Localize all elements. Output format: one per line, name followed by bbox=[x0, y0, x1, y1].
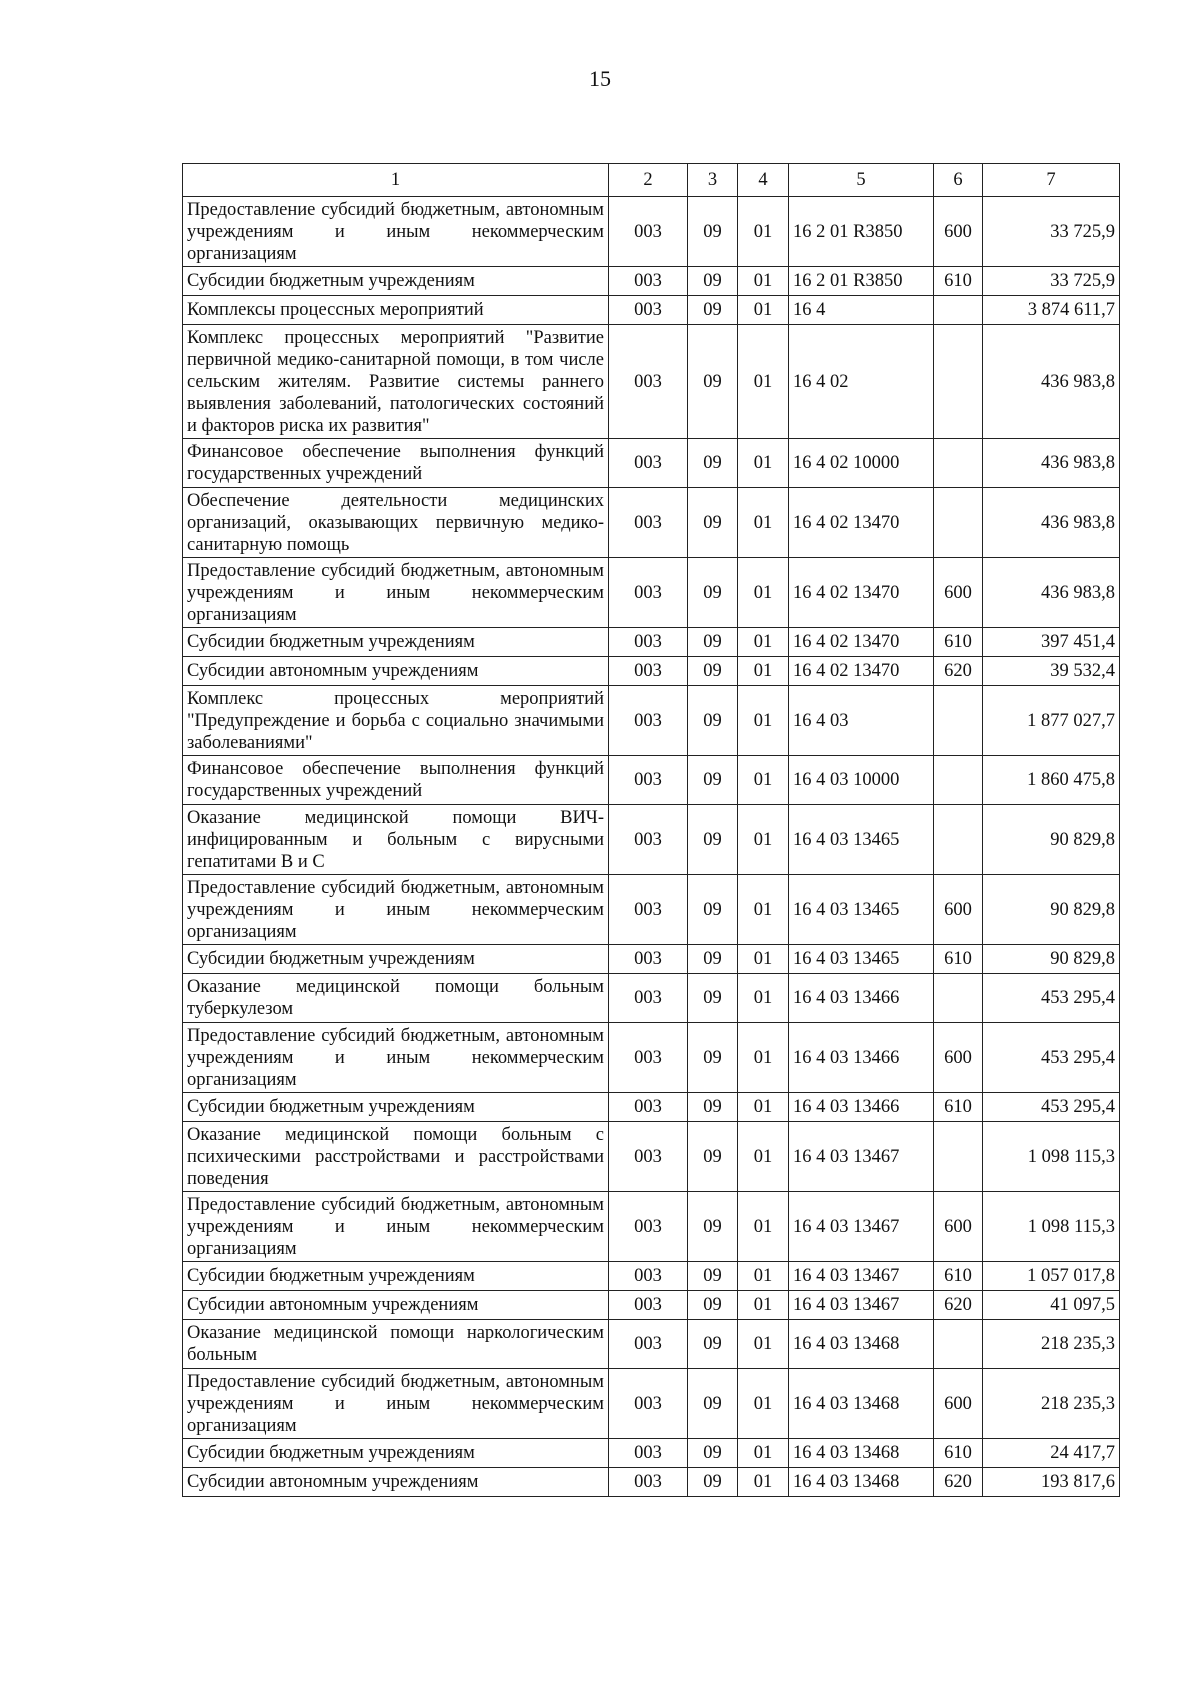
amount-cell: 3 874 611,7 bbox=[983, 296, 1120, 325]
amount-cell: 1 860 475,8 bbox=[983, 756, 1120, 805]
column-header: 4 bbox=[738, 164, 789, 197]
subsection-code-cell: 01 bbox=[738, 1439, 789, 1468]
column-header: 2 bbox=[609, 164, 688, 197]
admin-code-cell: 003 bbox=[609, 875, 688, 945]
row-name-cell: Субсидии бюджетным учреждениям bbox=[183, 628, 609, 657]
row-name-cell: Комплекс процессных мероприятий "Предупреждение и борьба с социально значимыми заболеваниями" bbox=[183, 686, 609, 756]
row-name-cell: Оказание медицинской помощи больным туберкулезом bbox=[183, 974, 609, 1023]
subsection-code-cell: 01 bbox=[738, 1093, 789, 1122]
section-code-cell: 09 bbox=[688, 1023, 738, 1093]
subsection-code-cell: 01 bbox=[738, 1262, 789, 1291]
admin-code-cell: 003 bbox=[609, 1291, 688, 1320]
table-row bbox=[183, 267, 1120, 296]
expense-type-cell bbox=[934, 1320, 983, 1369]
admin-code-cell: 003 bbox=[609, 628, 688, 657]
expense-type-cell: 610 bbox=[934, 1093, 983, 1122]
subsection-code-cell: 01 bbox=[738, 657, 789, 686]
admin-code-cell: 003 bbox=[609, 1122, 688, 1192]
row-name-cell: Оказание медицинской помощи наркологическим больным bbox=[183, 1320, 609, 1369]
admin-code-cell: 003 bbox=[609, 197, 688, 267]
expense-type-cell: 620 bbox=[934, 1468, 983, 1497]
amount-cell: 90 829,8 bbox=[983, 875, 1120, 945]
amount-cell: 193 817,6 bbox=[983, 1468, 1120, 1497]
row-name-cell: Субсидии автономным учреждениям bbox=[183, 1291, 609, 1320]
amount-cell: 397 451,4 bbox=[983, 628, 1120, 657]
subsection-code-cell: 01 bbox=[738, 267, 789, 296]
expense-type-cell: 610 bbox=[934, 945, 983, 974]
section-code-cell: 09 bbox=[688, 1291, 738, 1320]
section-code-cell: 09 bbox=[688, 558, 738, 628]
subsection-code-cell: 01 bbox=[738, 558, 789, 628]
budget-table bbox=[182, 163, 1120, 1497]
section-code-cell: 09 bbox=[688, 1192, 738, 1262]
admin-code-cell: 003 bbox=[609, 805, 688, 875]
target-article-cell: 16 4 03 bbox=[789, 686, 934, 756]
section-code-cell: 09 bbox=[688, 1439, 738, 1468]
subsection-code-cell: 01 bbox=[738, 686, 789, 756]
target-article-cell: 16 4 03 13466 bbox=[789, 1093, 934, 1122]
subsection-code-cell: 01 bbox=[738, 1122, 789, 1192]
target-article-cell: 16 4 bbox=[789, 296, 934, 325]
table-row bbox=[183, 1122, 1120, 1192]
subsection-code-cell: 01 bbox=[738, 1291, 789, 1320]
table-row bbox=[183, 1369, 1120, 1439]
section-code-cell: 09 bbox=[688, 1369, 738, 1439]
subsection-code-cell: 01 bbox=[738, 945, 789, 974]
target-article-cell: 16 4 02 13470 bbox=[789, 488, 934, 558]
subsection-code-cell: 01 bbox=[738, 197, 789, 267]
amount-cell: 41 097,5 bbox=[983, 1291, 1120, 1320]
admin-code-cell: 003 bbox=[609, 1192, 688, 1262]
subsection-code-cell: 01 bbox=[738, 875, 789, 945]
amount-cell: 453 295,4 bbox=[983, 1023, 1120, 1093]
row-name-cell: Субсидии бюджетным учреждениям bbox=[183, 1439, 609, 1468]
admin-code-cell: 003 bbox=[609, 1023, 688, 1093]
table-row bbox=[183, 1291, 1120, 1320]
row-name-cell: Субсидии бюджетным учреждениям bbox=[183, 267, 609, 296]
table-row bbox=[183, 1262, 1120, 1291]
expense-type-cell: 610 bbox=[934, 1439, 983, 1468]
target-article-cell: 16 4 03 13468 bbox=[789, 1468, 934, 1497]
table-row bbox=[183, 875, 1120, 945]
target-article-cell: 16 4 03 13467 bbox=[789, 1122, 934, 1192]
target-article-cell: 16 4 03 13467 bbox=[789, 1192, 934, 1262]
section-code-cell: 09 bbox=[688, 267, 738, 296]
expense-type-cell: 620 bbox=[934, 657, 983, 686]
amount-cell: 1 098 115,3 bbox=[983, 1192, 1120, 1262]
subsection-code-cell: 01 bbox=[738, 488, 789, 558]
subsection-code-cell: 01 bbox=[738, 325, 789, 439]
admin-code-cell: 003 bbox=[609, 296, 688, 325]
amount-cell: 453 295,4 bbox=[983, 1093, 1120, 1122]
expense-type-cell: 600 bbox=[934, 1369, 983, 1439]
row-name-cell: Комплекс процессных мероприятий "Развитие первичной медико-санитарной помощи, в том числе сельским жителям. Развитие системы раннего выявления заболеваний, патологических состояний и факторов риска их развития" bbox=[183, 325, 609, 439]
amount-cell: 218 235,3 bbox=[983, 1320, 1120, 1369]
admin-code-cell: 003 bbox=[609, 558, 688, 628]
admin-code-cell: 003 bbox=[609, 1468, 688, 1497]
expense-type-cell: 600 bbox=[934, 197, 983, 267]
expense-type-cell: 620 bbox=[934, 1291, 983, 1320]
admin-code-cell: 003 bbox=[609, 657, 688, 686]
section-code-cell: 09 bbox=[688, 1320, 738, 1369]
row-name-cell: Предоставление субсидий бюджетным, автономным учреждениям и иным некоммерческим организациям bbox=[183, 1369, 609, 1439]
amount-cell: 436 983,8 bbox=[983, 325, 1120, 439]
subsection-code-cell: 01 bbox=[738, 296, 789, 325]
section-code-cell: 09 bbox=[688, 1122, 738, 1192]
target-article-cell: 16 4 03 13468 bbox=[789, 1320, 934, 1369]
row-name-cell: Субсидии бюджетным учреждениям bbox=[183, 945, 609, 974]
table-header-row bbox=[183, 164, 1120, 197]
row-name-cell: Комплексы процессных мероприятий bbox=[183, 296, 609, 325]
table-row bbox=[183, 686, 1120, 756]
amount-cell: 453 295,4 bbox=[983, 974, 1120, 1023]
subsection-code-cell: 01 bbox=[738, 805, 789, 875]
subsection-code-cell: 01 bbox=[738, 1192, 789, 1262]
amount-cell: 33 725,9 bbox=[983, 267, 1120, 296]
section-code-cell: 09 bbox=[688, 657, 738, 686]
section-code-cell: 09 bbox=[688, 488, 738, 558]
expense-type-cell bbox=[934, 488, 983, 558]
target-article-cell: 16 4 03 13465 bbox=[789, 805, 934, 875]
page-number: 15 bbox=[589, 66, 611, 91]
admin-code-cell: 003 bbox=[609, 945, 688, 974]
expense-type-cell: 600 bbox=[934, 558, 983, 628]
table-row bbox=[183, 974, 1120, 1023]
row-name-cell: Оказание медицинской помощи больным с психическими расстройствами и расстройствами поведения bbox=[183, 1122, 609, 1192]
target-article-cell: 16 4 03 13465 bbox=[789, 875, 934, 945]
table-row bbox=[183, 439, 1120, 488]
table-row bbox=[183, 1439, 1120, 1468]
admin-code-cell: 003 bbox=[609, 1369, 688, 1439]
expense-type-cell bbox=[934, 756, 983, 805]
section-code-cell: 09 bbox=[688, 686, 738, 756]
row-name-cell: Предоставление субсидий бюджетным, автономным учреждениям и иным некоммерческим организациям bbox=[183, 558, 609, 628]
amount-cell: 436 983,8 bbox=[983, 488, 1120, 558]
expense-type-cell: 610 bbox=[934, 267, 983, 296]
target-article-cell: 16 4 03 13466 bbox=[789, 974, 934, 1023]
subsection-code-cell: 01 bbox=[738, 628, 789, 657]
table-row bbox=[183, 488, 1120, 558]
expense-type-cell bbox=[934, 686, 983, 756]
column-header: 7 bbox=[983, 164, 1120, 197]
expense-type-cell: 600 bbox=[934, 1023, 983, 1093]
amount-cell: 1 057 017,8 bbox=[983, 1262, 1120, 1291]
row-name-cell: Субсидии бюджетным учреждениям bbox=[183, 1262, 609, 1291]
column-header: 5 bbox=[789, 164, 934, 197]
amount-cell: 1 098 115,3 bbox=[983, 1122, 1120, 1192]
table-row bbox=[183, 1468, 1120, 1497]
table-row bbox=[183, 657, 1120, 686]
target-article-cell: 16 4 02 13470 bbox=[789, 657, 934, 686]
section-code-cell: 09 bbox=[688, 628, 738, 657]
target-article-cell: 16 4 03 13468 bbox=[789, 1369, 934, 1439]
table-row bbox=[183, 558, 1120, 628]
table-row bbox=[183, 945, 1120, 974]
row-name-cell: Обеспечение деятельности медицинских организаций, оказывающих первичную медико-санитарную помощь bbox=[183, 488, 609, 558]
expense-type-cell bbox=[934, 439, 983, 488]
admin-code-cell: 003 bbox=[609, 1320, 688, 1369]
target-article-cell: 16 4 03 13467 bbox=[789, 1262, 934, 1291]
section-code-cell: 09 bbox=[688, 1262, 738, 1291]
subsection-code-cell: 01 bbox=[738, 1468, 789, 1497]
expense-type-cell: 600 bbox=[934, 875, 983, 945]
admin-code-cell: 003 bbox=[609, 325, 688, 439]
row-name-cell: Субсидии автономным учреждениям bbox=[183, 1468, 609, 1497]
target-article-cell: 16 4 03 13468 bbox=[789, 1439, 934, 1468]
target-article-cell: 16 4 03 13466 bbox=[789, 1023, 934, 1093]
table-row bbox=[183, 756, 1120, 805]
amount-cell: 1 877 027,7 bbox=[983, 686, 1120, 756]
subsection-code-cell: 01 bbox=[738, 1023, 789, 1093]
expense-type-cell bbox=[934, 325, 983, 439]
admin-code-cell: 003 bbox=[609, 686, 688, 756]
subsection-code-cell: 01 bbox=[738, 1369, 789, 1439]
table-row bbox=[183, 1093, 1120, 1122]
amount-cell: 90 829,8 bbox=[983, 945, 1120, 974]
amount-cell: 24 417,7 bbox=[983, 1439, 1120, 1468]
target-article-cell: 16 4 02 13470 bbox=[789, 558, 934, 628]
row-name-cell: Предоставление субсидий бюджетным, автономным учреждениям и иным некоммерческим организациям bbox=[183, 875, 609, 945]
section-code-cell: 09 bbox=[688, 197, 738, 267]
row-name-cell: Предоставление субсидий бюджетным, автономным учреждениям и иным некоммерческим организациям bbox=[183, 1023, 609, 1093]
target-article-cell: 16 4 02 bbox=[789, 325, 934, 439]
admin-code-cell: 003 bbox=[609, 439, 688, 488]
row-name-cell: Субсидии автономным учреждениям bbox=[183, 657, 609, 686]
section-code-cell: 09 bbox=[688, 296, 738, 325]
amount-cell: 39 532,4 bbox=[983, 657, 1120, 686]
expense-type-cell: 610 bbox=[934, 628, 983, 657]
row-name-cell: Предоставление субсидий бюджетным, автономным учреждениям и иным некоммерческим организациям bbox=[183, 1192, 609, 1262]
admin-code-cell: 003 bbox=[609, 488, 688, 558]
section-code-cell: 09 bbox=[688, 756, 738, 805]
table-row bbox=[183, 1320, 1120, 1369]
expense-type-cell bbox=[934, 296, 983, 325]
table-row bbox=[183, 628, 1120, 657]
row-name-cell: Оказание медицинской помощи ВИЧ-инфицированным и больным с вирусными гепатитами В и С bbox=[183, 805, 609, 875]
table-row bbox=[183, 1023, 1120, 1093]
section-code-cell: 09 bbox=[688, 805, 738, 875]
table-row bbox=[183, 805, 1120, 875]
expense-type-cell bbox=[934, 974, 983, 1023]
section-code-cell: 09 bbox=[688, 1468, 738, 1497]
column-header: 1 bbox=[183, 164, 609, 197]
target-article-cell: 16 2 01 R3850 bbox=[789, 197, 934, 267]
table-row bbox=[183, 1192, 1120, 1262]
table-row bbox=[183, 325, 1120, 439]
expense-type-cell bbox=[934, 1122, 983, 1192]
admin-code-cell: 003 bbox=[609, 267, 688, 296]
admin-code-cell: 003 bbox=[609, 1093, 688, 1122]
target-article-cell: 16 2 01 R3850 bbox=[789, 267, 934, 296]
admin-code-cell: 003 bbox=[609, 1439, 688, 1468]
admin-code-cell: 003 bbox=[609, 974, 688, 1023]
column-header: 6 bbox=[934, 164, 983, 197]
subsection-code-cell: 01 bbox=[738, 756, 789, 805]
amount-cell: 33 725,9 bbox=[983, 197, 1120, 267]
amount-cell: 436 983,8 bbox=[983, 558, 1120, 628]
expense-type-cell bbox=[934, 805, 983, 875]
admin-code-cell: 003 bbox=[609, 756, 688, 805]
subsection-code-cell: 01 bbox=[738, 439, 789, 488]
row-name-cell: Финансовое обеспечение выполнения функций государственных учреждений bbox=[183, 439, 609, 488]
table-row bbox=[183, 197, 1120, 267]
amount-cell: 90 829,8 bbox=[983, 805, 1120, 875]
section-code-cell: 09 bbox=[688, 974, 738, 1023]
row-name-cell: Финансовое обеспечение выполнения функций государственных учреждений bbox=[183, 756, 609, 805]
target-article-cell: 16 4 02 10000 bbox=[789, 439, 934, 488]
section-code-cell: 09 bbox=[688, 875, 738, 945]
subsection-code-cell: 01 bbox=[738, 1320, 789, 1369]
column-header: 3 bbox=[688, 164, 738, 197]
target-article-cell: 16 4 03 13465 bbox=[789, 945, 934, 974]
target-article-cell: 16 4 03 13467 bbox=[789, 1291, 934, 1320]
row-name-cell: Субсидии бюджетным учреждениям bbox=[183, 1093, 609, 1122]
target-article-cell: 16 4 02 13470 bbox=[789, 628, 934, 657]
expense-type-cell: 610 bbox=[934, 1262, 983, 1291]
row-name-cell: Предоставление субсидий бюджетным, автономным учреждениям и иным некоммерческим организациям bbox=[183, 197, 609, 267]
section-code-cell: 09 bbox=[688, 945, 738, 974]
subsection-code-cell: 01 bbox=[738, 974, 789, 1023]
target-article-cell: 16 4 03 10000 bbox=[789, 756, 934, 805]
section-code-cell: 09 bbox=[688, 1093, 738, 1122]
expense-type-cell: 600 bbox=[934, 1192, 983, 1262]
admin-code-cell: 003 bbox=[609, 1262, 688, 1291]
amount-cell: 218 235,3 bbox=[983, 1369, 1120, 1439]
amount-cell: 436 983,8 bbox=[983, 439, 1120, 488]
section-code-cell: 09 bbox=[688, 439, 738, 488]
table-row bbox=[183, 296, 1120, 325]
section-code-cell: 09 bbox=[688, 325, 738, 439]
